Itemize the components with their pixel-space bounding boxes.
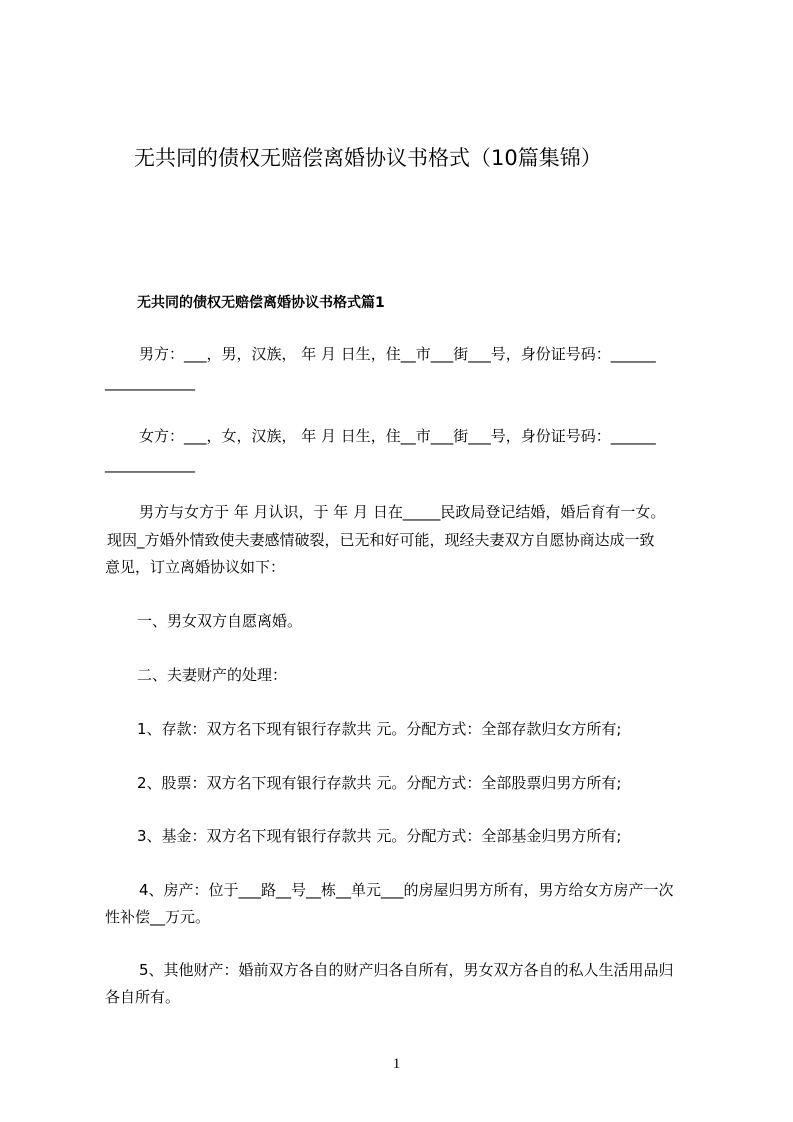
document-title: 无共同的债权无赔偿离婚协议书格式（10篇集锦） bbox=[134, 146, 602, 170]
property-item-1: 1、存款：双方名下现有银行存款共 元。分配方式：全部存款归女方所有; bbox=[137, 720, 622, 738]
intro-line-3: 意见，订立离婚协议如下： bbox=[105, 558, 286, 576]
woman-info-line-1: 女方：___，女，汉族， 年 月 日生，住__市___街___号，身份证号码：______ bbox=[139, 427, 656, 445]
property-item-2: 2、股票：双方名下现有银行存款共 元。分配方式：全部股票归男方所有; bbox=[137, 774, 622, 792]
page-number: 1 bbox=[392, 1056, 401, 1072]
intro-line-2: 现因_方婚外情致使夫妻感情破裂，已无和好可能，现经夫妻双方自愿协商达成一致 bbox=[107, 531, 655, 549]
property-item-5-line-1: 5、其他财产：婚前双方各自的财产归各自所有，男女双方各自的私人生活用品归 bbox=[139, 961, 674, 979]
property-item-4-line-1: 4、房产：位于___路__号__栋__单元___的房屋归男方所有，男方给女方房产一次 bbox=[139, 881, 674, 899]
man-info-line-1: 男方：___，男，汉族， 年 月 日生，住__市___街___号，身份证号码：______ bbox=[139, 345, 656, 363]
property-item-3: 3、基金：双方名下现有银行存款共 元。分配方式：全部基金归男方所有; bbox=[137, 827, 622, 845]
property-item-5-line-2: 各自所有。 bbox=[105, 988, 181, 1006]
man-info-line-2: ____________ bbox=[105, 373, 195, 391]
clause-1: 一、男女双方自愿离婚。 bbox=[137, 612, 303, 630]
woman-info-line-2: ____________ bbox=[105, 455, 195, 473]
clause-2: 二、夫妻财产的处理： bbox=[137, 666, 288, 684]
property-item-4-line-2: 性补偿__万元。 bbox=[105, 908, 211, 926]
intro-line-1: 男方与女方于 年 月认识，于 年 月 日在_____民政局登记结婚，婚后育有一女。 bbox=[139, 503, 666, 521]
section-title: 无共同的债权无赔偿离婚协议书格式篇1 bbox=[137, 295, 385, 311]
